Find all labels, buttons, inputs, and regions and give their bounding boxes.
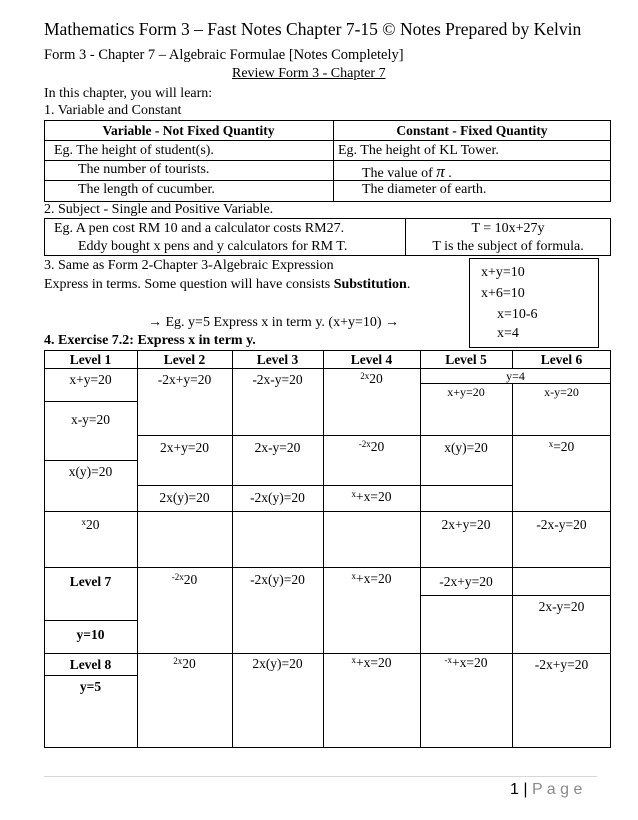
level-7-label: Level 7 xyxy=(69,574,112,589)
constant-row-3: The diameter of earth. xyxy=(362,182,487,197)
l4-q5: $^x$+x=20 xyxy=(351,571,392,586)
constant-header: Constant - Fixed Quantity xyxy=(396,123,548,138)
l2-q5: $^{-2x}$20 xyxy=(171,572,198,587)
review-heading: Review Form 3 - Chapter 7 xyxy=(232,66,386,81)
section-3-description: Express in terms. Some question will have consists Substitution. xyxy=(44,277,411,292)
page-number: 1 xyxy=(510,781,519,798)
intro-text: In this chapter, you will learn: xyxy=(44,86,213,101)
l6-q7: -2x+y=20 xyxy=(534,657,589,672)
page-footer: 1 | P a g e xyxy=(510,781,583,798)
l3-q5: -2x(y)=20 xyxy=(250,572,305,587)
l5-q2: x(y)=20 xyxy=(444,440,488,455)
l1-q3: x(y)=20 xyxy=(68,464,113,479)
section-1-heading: 1. Variable and Constant xyxy=(44,103,182,118)
level-3-header: Level 3 xyxy=(256,352,299,367)
page-label: P a g e xyxy=(531,781,583,798)
level-7-y-value: y=10 xyxy=(76,627,105,642)
l5-q5: -2x+y=20 xyxy=(439,574,493,589)
l4-q2: $^{-2x}$20 xyxy=(358,439,385,454)
substitution-step-2: x+6=10 xyxy=(481,286,525,301)
l2-q7: $^{2x}$20 xyxy=(173,656,196,671)
level-6-y-value: y=4 xyxy=(506,369,525,383)
chapter-subtitle: Form 3 - Chapter 7 – Algebraic Formulae [Notes Completely] xyxy=(44,47,404,63)
l4-q1: $^{2x}$20 xyxy=(360,371,383,386)
l1-q4: $^x$20 xyxy=(81,517,100,532)
constant-row-1: Eg. The height of KL Tower. xyxy=(338,143,499,158)
level-5-header: Level 5 xyxy=(445,352,487,367)
level-6-header: Level 6 xyxy=(540,352,583,367)
variable-row-1: Eg. The height of student(s). xyxy=(54,143,214,158)
substitution-step-1: x+y=10 xyxy=(481,265,525,280)
level-1-header: Level 1 xyxy=(69,352,112,367)
l4-q7: $^x$+x=20 xyxy=(351,655,392,670)
l3-q7: 2x(y)=20 xyxy=(252,656,303,671)
l5-q1: x+y=20 xyxy=(447,385,485,399)
l6-q2: $^x$=20 xyxy=(548,439,575,454)
subject-of-formula: T is the subject of formula. xyxy=(432,239,584,254)
level-2-header: Level 2 xyxy=(163,352,206,367)
formula-text: T = 10x+27y xyxy=(471,221,545,236)
substitution-step-3: x=10-6 xyxy=(497,307,538,322)
section-3-heading: 3. Same as Form 2-Chapter 3-Algebraic Expression xyxy=(44,258,334,273)
l4-q3: $^x$+x=20 xyxy=(351,489,392,504)
l3-q1: -2x-y=20 xyxy=(252,372,303,387)
level-8-y-value: y=5 xyxy=(79,679,102,694)
l5-q4: 2x+y=20 xyxy=(441,517,491,532)
l6-q1: x-y=20 xyxy=(544,385,579,399)
l2-q3: 2x(y)=20 xyxy=(159,490,210,505)
variable-row-2: The number of tourists. xyxy=(78,162,210,177)
section-2-heading: 2. Subject - Single and Positive Variable. xyxy=(44,202,274,217)
l6-q6: 2x-y=20 xyxy=(538,599,585,614)
l2-q2: 2x+y=20 xyxy=(160,440,209,455)
footer-divider xyxy=(44,776,597,777)
level-8-label: Level 8 xyxy=(69,657,112,672)
substitution-step-4: x=4 xyxy=(497,326,519,341)
l6-q4: -2x-y=20 xyxy=(536,517,587,532)
document-title: Mathematics Form 3 – Fast Notes Chapter 7-15 © Notes Prepared by Kelvin xyxy=(44,19,582,39)
variable-header: Variable - Not Fixed Quantity xyxy=(102,123,275,138)
subject-example-2: Eddy bought x pens and y calculators for RM T. xyxy=(78,239,348,254)
l1-q1: x+y=20 xyxy=(69,372,112,387)
exercise-heading: 4. Exercise 7.2: Express x in term y. xyxy=(44,333,256,348)
variable-row-3: The length of cucumber. xyxy=(78,182,215,197)
constant-row-2: The value of π . xyxy=(362,162,452,181)
subject-example-1: Eg. A pen cost RM 10 and a calculator costs RM27. xyxy=(54,221,345,236)
pi-symbol: π xyxy=(436,162,445,181)
substitution-example: → Eg. y=5 Express x in term y. (x+y=10) → xyxy=(148,315,400,330)
level-4-header: Level 4 xyxy=(350,352,393,367)
l3-q3: -2x(y)=20 xyxy=(250,490,305,505)
l1-q2: x-y=20 xyxy=(70,412,111,427)
l5-q7: $^{-x}$+x=20 xyxy=(444,655,488,670)
l2-q1: -2x+y=20 xyxy=(157,372,212,387)
l3-q2: 2x-y=20 xyxy=(254,440,301,455)
